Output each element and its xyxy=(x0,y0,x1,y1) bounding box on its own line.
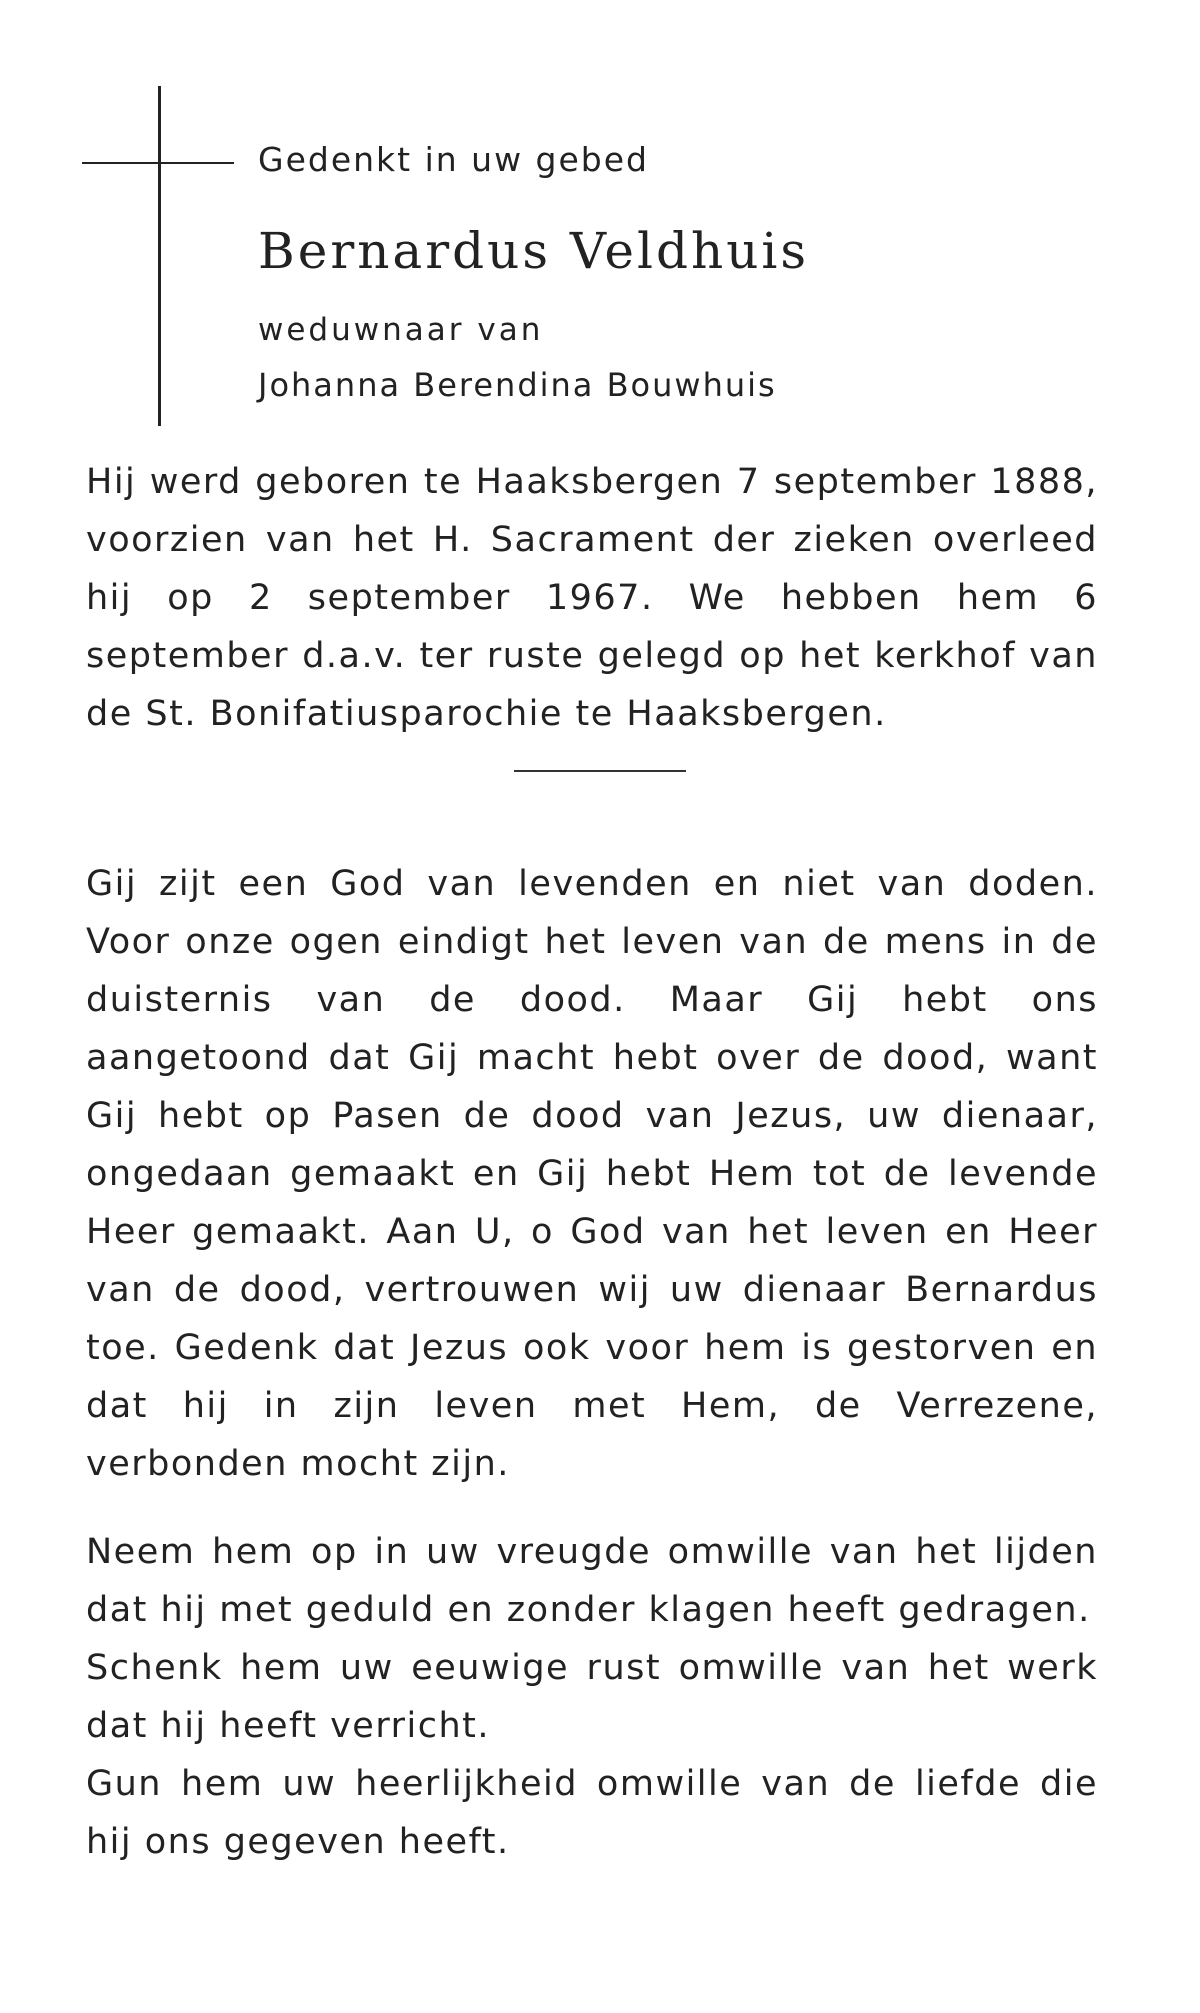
prayer-main: Gij zijt een God van levenden en niet van doden. Voor onze ogen eindigt het leven van de mens in de duisternis van de dood. Maar Gij hebt ons aangetoond dat Gij macht hebt over de dood, want Gij hebt op Pasen de dood van Jezus, uw dienaar, ongedaan gemaakt en Gij hebt Hem tot de levende Heer gemaakt. Aan U, o God van het leven en Heer van de dood, vertrouwen wij uw dienaar Bernardus toe. Gedenk dat Jezus ook voor hem is gestorven en dat hij in zijn leven met Hem, de Verrezene, verbonden mocht zijn. xyxy=(86,864,1098,1484)
cross-bar xyxy=(82,162,234,164)
spouse-name: Johanna Berendina Bouwhuis xyxy=(258,366,777,404)
prayer-line-2: Schenk hem uw eeuwige rust omwille van het werk dat hij heeft verricht. xyxy=(86,1648,1098,1746)
relation-label: weduwnaar van xyxy=(258,312,544,348)
divider xyxy=(514,770,686,772)
opening-line: Gedenkt in uw gebed xyxy=(258,140,649,179)
biography-text: Hij werd geboren te Haaksbergen 7 september 1888, voorzien van het H. Sacrament der zieken overleed hij op 2 september 1967. We hebben hem 6 september d.a.v. ter ruste gelegd op het kerkhof van de St. Bonifatiusparochie te Haaksbergen. xyxy=(86,462,1098,734)
prayer-closing xyxy=(86,1523,1098,1871)
deceased-name: Bernardus Veldhuis xyxy=(258,222,810,280)
prayer-line-1: Neem hem op in uw vreugde omwille van het lijden dat hij met geduld en zonder klagen heeft gedragen. xyxy=(86,1532,1098,1630)
prayer-line-3: Gun hem uw heerlijkheid omwille van de liefde die hij ons gegeven heeft. xyxy=(86,1764,1098,1862)
cross-icon xyxy=(158,86,161,426)
